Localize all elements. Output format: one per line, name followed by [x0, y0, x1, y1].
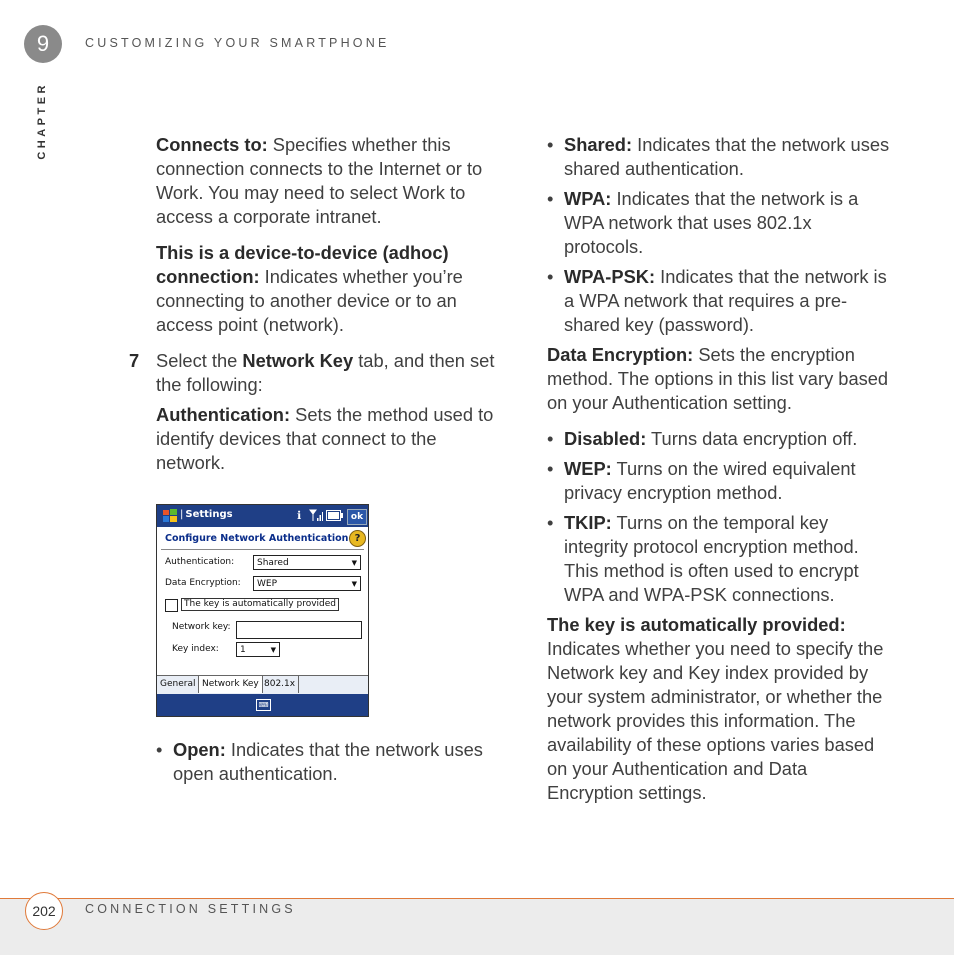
tab-general[interactable]: General — [157, 676, 199, 693]
tab-network-key[interactable]: Network Key — [199, 676, 263, 693]
right-column — [547, 133, 892, 805]
chapter-label: CHAPTER — [36, 82, 48, 160]
network-key-input[interactable] — [236, 621, 362, 639]
divider — [161, 549, 364, 550]
key-provided-paragraph: The key is automatically provided: Indicates whether you need to specify the Network key and Key index provided by your system administrator, or whether the network provides this information. The availability of these options varies based on your Authentication and Data Encryption settings. — [547, 614, 884, 803]
page-number: 202 — [25, 892, 63, 930]
adhoc-paragraph: This is a device-to-device (adhoc) connection: Indicates whether you’re connecting to another device or to an access point (network). — [156, 242, 463, 335]
bullet-open: • Open: Indicates that the network uses open authentication. — [156, 739, 483, 784]
step-7: 7 Select the Network Key tab, and then set the following: — [129, 350, 495, 395]
device-title-bar — [157, 505, 368, 527]
chevron-down-icon: ▼ — [351, 580, 357, 588]
bullet-disabled: • Disabled: Turns data encryption off. — [547, 428, 858, 449]
authentication-select[interactable]: Shared ▼ — [253, 555, 361, 570]
chevron-down-icon: ▼ — [351, 559, 357, 567]
chevron-down-icon: ▼ — [270, 646, 276, 654]
authentication-label: Authentication: — [165, 557, 235, 567]
bullet-wep: • WEP: Turns on the wired equivalent privacy encryption method. — [547, 458, 856, 503]
info-icon: ℹ — [297, 509, 302, 522]
bullet-shared: • Shared: Indicates that the network uses shared authentication. — [547, 134, 890, 179]
open-bullet-block — [156, 738, 501, 786]
section-title: CONNECTION SETTINGS — [85, 902, 296, 916]
key-provided-checkbox[interactable] — [165, 599, 178, 612]
device-title: | Settings — [180, 509, 233, 520]
data-encryption-label: Data Encryption: — [165, 578, 241, 588]
chapter-number-badge: 9 — [24, 25, 62, 63]
data-encryption-paragraph: Data Encryption: Sets the encryption method. The options in this list vary based on your Authentication setting. — [547, 344, 889, 413]
authentication-paragraph: Authentication: Sets the method used to identify devices that connect to the network. — [156, 404, 494, 473]
key-index-label: Key index: — [172, 644, 219, 654]
device-menu-bar — [157, 694, 368, 716]
tab-bar — [157, 675, 368, 694]
left-column — [129, 133, 501, 475]
step-number: 7 — [129, 350, 140, 371]
bullet-wpa: • WPA: Indicates that the network is a WPA network that uses 802.1x protocols. — [547, 188, 859, 257]
battery-icon — [326, 510, 343, 521]
running-title: CUSTOMIZING YOUR SMARTPHONE — [85, 36, 390, 50]
key-index-select[interactable]: 1 ▼ — [236, 642, 280, 657]
device-screenshot — [156, 504, 369, 717]
network-key-label: Network key: — [172, 622, 231, 632]
windows-start-icon — [163, 509, 177, 523]
tab-802-1x[interactable]: 802.1x — [261, 676, 299, 693]
keyboard-icon[interactable]: ⌨ — [256, 699, 271, 711]
connects-to-paragraph: Connects to: Specifies whether this connection connects to the Internet or to Work. You may need to select Work to access a corporate intranet. — [156, 134, 483, 227]
data-encryption-select[interactable]: WEP ▼ — [253, 576, 361, 591]
ok-button[interactable]: ok — [347, 509, 367, 525]
signal-icon — [309, 509, 323, 522]
bullet-tkip: • TKIP: Turns on the temporal key integrity protocol encryption method. This method is often used to encrypt WPA and WPA-PSK connections. — [547, 512, 859, 605]
help-icon[interactable]: ? — [349, 530, 366, 547]
key-provided-label[interactable]: The key is automatically provided — [181, 598, 339, 611]
bullet-wpa-psk: • WPA-PSK: Indicates that the network is a WPA network that requires a pre-shared key (password). — [547, 266, 887, 335]
device-subtitle: Configure Network Authentication — [165, 533, 349, 544]
